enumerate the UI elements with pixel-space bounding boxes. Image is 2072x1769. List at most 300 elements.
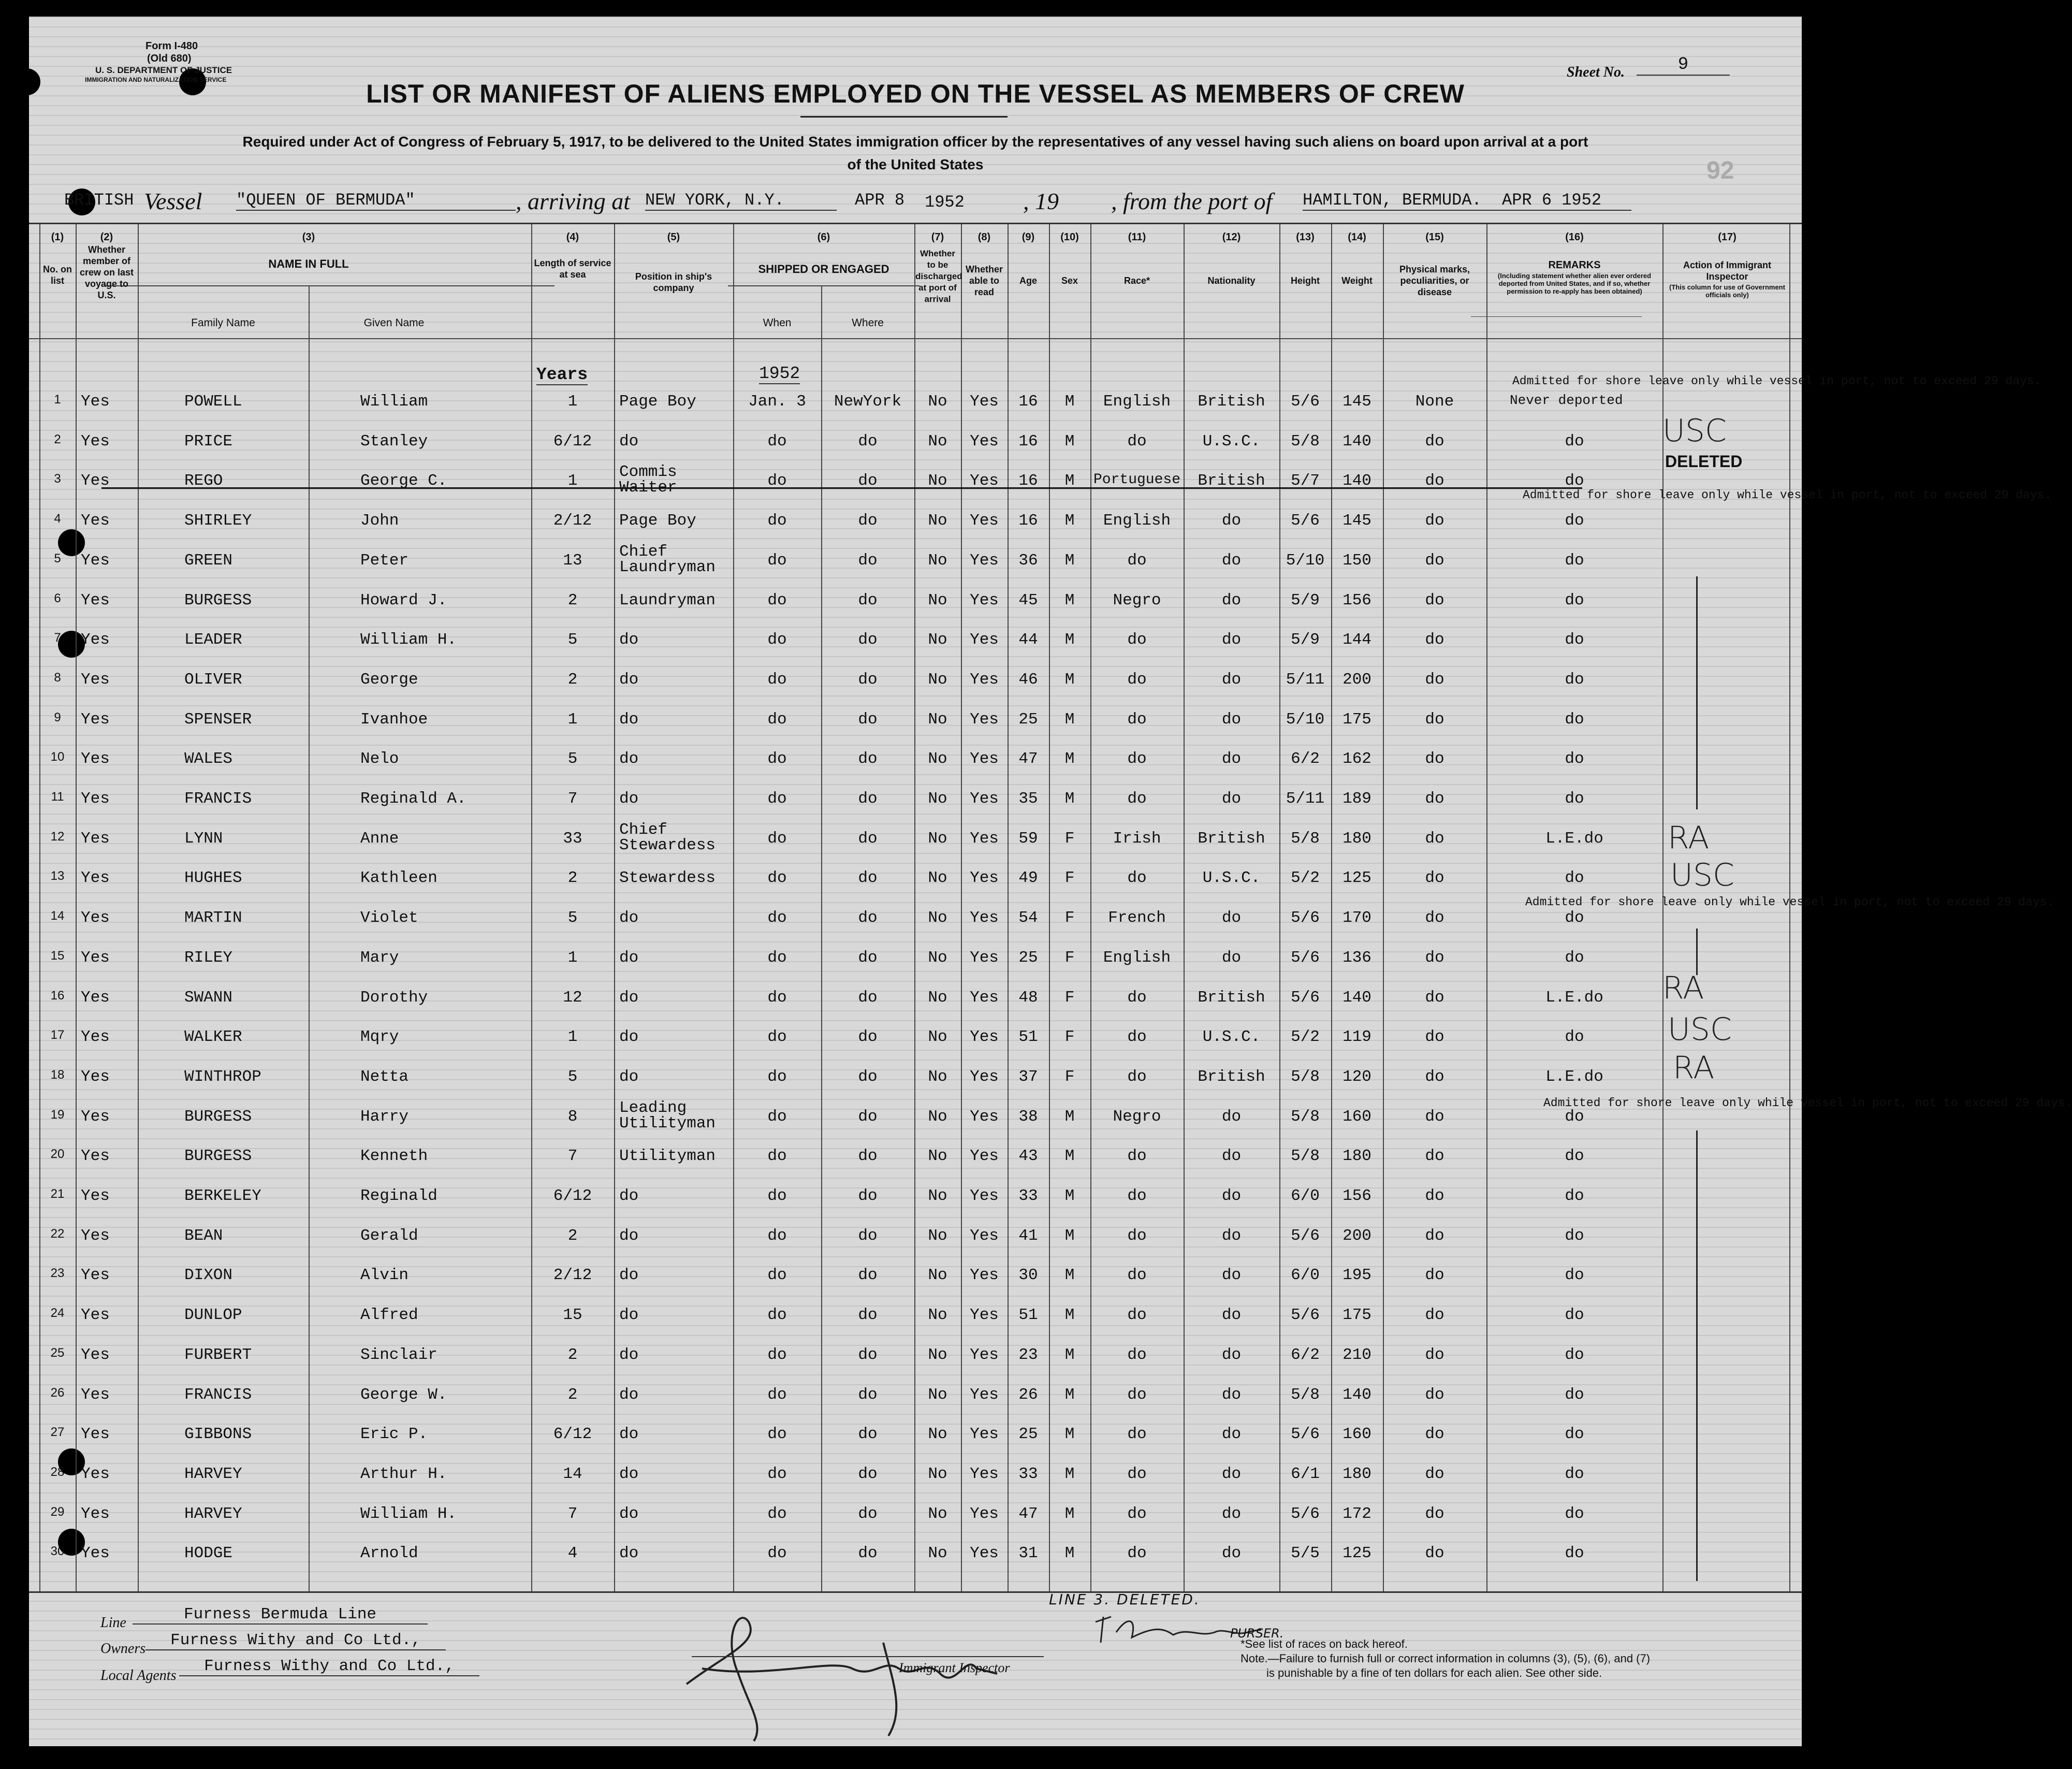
cell-weight: 150 xyxy=(1343,551,1371,570)
department-name: U. S. DEPARTMENT OF JUSTICE xyxy=(95,65,232,75)
cell-last: Yes xyxy=(81,750,110,769)
cell-marks: do xyxy=(1425,591,1444,610)
cell-position: Laundryman xyxy=(619,591,716,610)
cell-weight: 210 xyxy=(1343,1345,1371,1364)
cell-disch: No xyxy=(928,1147,947,1166)
cell-where: do xyxy=(858,1187,878,1205)
cell-race: French xyxy=(1108,909,1166,927)
cell-nat: do xyxy=(1221,1226,1242,1245)
cell-service: 7 xyxy=(567,790,578,808)
cell-disch: No xyxy=(928,790,947,808)
cell-nat: do xyxy=(1221,1187,1242,1205)
cell-sex: F xyxy=(1064,948,1075,967)
cell-disch: No xyxy=(928,750,947,769)
cell-position: do xyxy=(619,790,639,808)
cell-race: do xyxy=(1127,988,1147,1007)
cell-no: 15 xyxy=(50,948,65,963)
cell-weight: 180 xyxy=(1343,1147,1371,1166)
col-num-6: (6) xyxy=(817,231,830,243)
cell-last: Yes xyxy=(81,1266,110,1285)
cell-remarks: do xyxy=(1565,1425,1584,1444)
cell-weight: 180 xyxy=(1343,1465,1371,1483)
cell-when: do xyxy=(767,432,787,451)
cell-disch: No xyxy=(928,1028,947,1047)
cell-remarks: do xyxy=(1565,909,1584,927)
cell-last: Yes xyxy=(81,393,110,411)
cell-position: Page Boy xyxy=(619,393,696,411)
usc-mark-1: USC xyxy=(1662,413,1727,449)
cell-position: do xyxy=(619,1067,639,1086)
cell-nat: do xyxy=(1221,790,1242,808)
cell-last: Yes xyxy=(81,790,110,808)
col-num-10: (10) xyxy=(1060,231,1079,243)
cell-when: do xyxy=(767,1266,787,1285)
cell-when: do xyxy=(767,512,787,530)
cell-when: do xyxy=(767,1187,787,1205)
cell-when: do xyxy=(767,790,787,808)
cell-nat: do xyxy=(1221,1306,1242,1325)
cell-remarks: do xyxy=(1565,1306,1584,1325)
cell-read: Yes xyxy=(970,1544,999,1563)
cell-position: Chief Laundryman xyxy=(619,542,716,576)
cell-given: George xyxy=(360,670,418,689)
cell-marks: do xyxy=(1425,1504,1444,1523)
cell-read: Yes xyxy=(970,393,999,411)
cell-last: Yes xyxy=(81,1067,110,1086)
cell-given: Anne xyxy=(360,829,399,848)
cell-weight: 145 xyxy=(1343,512,1371,530)
cell-last: Yes xyxy=(81,472,110,490)
cell-sex: F xyxy=(1064,829,1075,848)
cell-sex: M xyxy=(1064,1147,1075,1166)
cell-no: 27 xyxy=(50,1425,65,1440)
purser-label: PURSER. xyxy=(1230,1626,1284,1641)
col-head-last-voyage: Whether member of crew on last voyage to U.S. xyxy=(79,244,134,300)
cell-race: English xyxy=(1103,393,1171,411)
cell-service: 2 xyxy=(567,1226,578,1245)
sheet-label: Sheet No. xyxy=(1567,64,1625,80)
cell-marks: do xyxy=(1425,710,1444,729)
cell-race: do xyxy=(1127,750,1147,769)
cell-family: FRANCIS xyxy=(184,790,252,808)
cell-nat: U.S.C. xyxy=(1202,869,1261,888)
cell-when: do xyxy=(767,1544,787,1563)
cell-position: do xyxy=(619,1266,639,1285)
cell-remarks: do xyxy=(1565,1187,1584,1205)
col-num-12: (12) xyxy=(1222,231,1241,243)
col-head-race: Race* xyxy=(1123,276,1150,286)
cell-remarks: do xyxy=(1565,591,1584,610)
cell-disch: No xyxy=(928,1544,947,1563)
cell-read: Yes xyxy=(970,1425,999,1444)
cell-marks: do xyxy=(1425,1345,1444,1364)
cell-no: 14 xyxy=(50,909,65,923)
cell-last: Yes xyxy=(81,1306,110,1325)
cell-marks: do xyxy=(1425,1226,1444,1245)
cell-read: Yes xyxy=(970,1306,999,1325)
cell-family: LEADER xyxy=(184,631,242,649)
cell-nat: British xyxy=(1198,988,1265,1007)
cell-read: Yes xyxy=(970,710,999,729)
cell-disch: No xyxy=(928,869,947,888)
cell-given: Arnold xyxy=(360,1544,418,1563)
cell-sex: M xyxy=(1064,1226,1075,1245)
cell-sex: M xyxy=(1064,1345,1075,1364)
cell-disch: No xyxy=(928,1345,947,1364)
cell-nat: do xyxy=(1221,631,1242,649)
cell-when: do xyxy=(767,988,787,1007)
cell-marks: do xyxy=(1425,1107,1444,1126)
cell-remarks: L.E.do xyxy=(1545,829,1603,848)
cell-no: 9 xyxy=(54,710,61,724)
cell-remarks: do xyxy=(1565,790,1584,808)
cell-family: WALKER xyxy=(184,1028,242,1047)
cell-nat: do xyxy=(1221,1266,1242,1285)
cell-race: do xyxy=(1127,1028,1147,1047)
cell-age: 33 xyxy=(1018,1465,1038,1483)
cell-age: 26 xyxy=(1018,1385,1038,1404)
cell-last: Yes xyxy=(81,551,110,570)
cell-race: do xyxy=(1127,1067,1147,1086)
cell-where: do xyxy=(858,790,878,808)
cell-family: POWELL xyxy=(184,393,242,411)
cell-age: 48 xyxy=(1018,988,1038,1007)
cell-remarks: do xyxy=(1565,472,1584,490)
arrival-date: APR 8 xyxy=(855,191,905,210)
cell-service: 1 xyxy=(567,948,578,967)
cell-height: 5/6 xyxy=(1291,1425,1320,1444)
cell-nat: do xyxy=(1221,512,1242,530)
cell-nat: do xyxy=(1221,1504,1242,1523)
cell-sex: F xyxy=(1064,909,1075,927)
cell-when: do xyxy=(767,869,787,888)
cell-weight: 195 xyxy=(1343,1266,1371,1285)
cell-height: 6/2 xyxy=(1291,750,1320,769)
cell-when: do xyxy=(767,591,787,610)
owners-value: Furness Withy and Co Ltd., xyxy=(145,1631,446,1650)
inspector-signature-line xyxy=(692,1656,1044,1657)
cell-race: do xyxy=(1127,1306,1147,1325)
col-head-no: No. on list xyxy=(43,264,72,286)
cell-marks: do xyxy=(1425,631,1444,649)
cell-where: do xyxy=(858,1544,878,1563)
cell-height: 5/2 xyxy=(1291,1028,1320,1047)
cell-given: John xyxy=(360,512,399,530)
cell-given: Ivanhoe xyxy=(360,710,428,729)
cell-weight: 140 xyxy=(1343,472,1371,490)
col-head-sex: Sex xyxy=(1061,276,1078,286)
cell-nat: do xyxy=(1221,1544,1242,1563)
name-subrule xyxy=(104,285,555,286)
cell-height: 5/6 xyxy=(1291,948,1320,967)
col-head-service: Length of service at sea xyxy=(534,258,611,280)
cell-where: do xyxy=(858,631,878,649)
cell-last: Yes xyxy=(81,1465,110,1483)
agents-label: Local Agents xyxy=(100,1668,177,1684)
vessel-nationality: BRITISH xyxy=(64,191,134,210)
cell-no: 13 xyxy=(50,869,65,883)
column-rule xyxy=(614,224,615,1591)
cell-when: do xyxy=(767,551,787,570)
cell-age: 47 xyxy=(1018,1504,1038,1523)
cell-disch: No xyxy=(928,1465,947,1483)
cell-nat: do xyxy=(1221,670,1242,689)
cell-weight: 200 xyxy=(1343,1226,1371,1245)
cell-position: Page Boy xyxy=(619,512,696,530)
cell-when: do xyxy=(767,1504,787,1523)
races-note: *See list of races on back hereof. xyxy=(1241,1637,1408,1650)
cell-service: 7 xyxy=(567,1147,578,1166)
cell-family: PRICE xyxy=(184,432,233,451)
cell-marks: do xyxy=(1425,1544,1444,1563)
cell-no: 8 xyxy=(54,670,61,685)
cell-marks: do xyxy=(1425,1306,1444,1325)
cell-height: 5/10 xyxy=(1286,710,1325,729)
col-head-read: Whether able to read xyxy=(966,264,1003,297)
cell-weight: 119 xyxy=(1343,1028,1371,1047)
cell-nat: do xyxy=(1221,909,1242,927)
cell-age: 33 xyxy=(1018,1187,1038,1205)
cell-sex: F xyxy=(1064,869,1075,888)
cell-given: George C. xyxy=(360,472,447,490)
col-num-8: (8) xyxy=(977,231,991,243)
cell-height: 5/9 xyxy=(1291,591,1320,610)
cell-age: 38 xyxy=(1018,1107,1038,1126)
cell-family: HUGHES xyxy=(184,869,242,888)
cell-given: Eric P. xyxy=(360,1425,428,1444)
cell-where: do xyxy=(858,1306,878,1325)
cell-race: do xyxy=(1127,869,1147,888)
cell-position: do xyxy=(619,1306,639,1325)
cell-age: 16 xyxy=(1018,472,1038,490)
cell-marks: do xyxy=(1425,670,1444,689)
cell-given: William xyxy=(360,393,428,411)
cell-service: 2 xyxy=(567,1385,578,1404)
ra-mark-1: RA xyxy=(1668,820,1710,856)
cell-position: do xyxy=(619,710,639,729)
cell-sex: M xyxy=(1064,1465,1075,1483)
col-num-5: (5) xyxy=(667,231,680,243)
cell-where: do xyxy=(858,1465,878,1483)
col-head-weight: Weight xyxy=(1341,276,1373,286)
cell-age: 51 xyxy=(1018,1306,1038,1325)
cell-read: Yes xyxy=(970,1504,999,1523)
cell-weight: 156 xyxy=(1343,591,1371,610)
cell-no: 7 xyxy=(54,631,61,645)
cell-read: Yes xyxy=(970,1187,999,1205)
cell-age: 46 xyxy=(1018,670,1038,689)
departure-date: APR 6 1952 xyxy=(1502,191,1631,211)
cell-sex: M xyxy=(1064,790,1075,808)
cell-last: Yes xyxy=(81,909,110,927)
cell-family: BERKELEY xyxy=(184,1187,261,1205)
cell-disch: No xyxy=(928,1385,947,1404)
cell-race: do xyxy=(1127,432,1147,451)
cell-service: 33 xyxy=(563,829,582,848)
bracket-line-2 xyxy=(1696,929,1698,975)
cell-remarks: do xyxy=(1565,1465,1584,1483)
cell-height: 5/10 xyxy=(1286,551,1325,570)
cell-read: Yes xyxy=(970,948,999,967)
cell-given: George W. xyxy=(360,1385,447,1404)
sheet-number: 9 xyxy=(1637,55,1730,76)
cell-nat: do xyxy=(1221,591,1242,610)
cell-disch: No xyxy=(928,948,947,967)
cell-service: 6/12 xyxy=(553,1187,592,1205)
cell-age: 23 xyxy=(1018,1345,1038,1364)
cell-race: do xyxy=(1127,1385,1147,1404)
cell-when: do xyxy=(767,631,787,649)
cell-read: Yes xyxy=(970,512,999,530)
cell-disch: No xyxy=(928,1107,947,1126)
cell-service: 5 xyxy=(567,1067,578,1086)
cell-age: 44 xyxy=(1018,631,1038,649)
service-name: IMMIGRATION AND NATURALIZATION SERVICE xyxy=(85,76,227,83)
cell-position: do xyxy=(619,909,639,927)
penalty-note-1: Note.—Failure to furnish full or correct information in columns (3), (5), (6), and (7) xyxy=(1241,1652,1651,1665)
years-label: Years xyxy=(536,365,588,384)
cell-position: do xyxy=(619,948,639,967)
cell-no: 28 xyxy=(50,1465,65,1479)
cell-read: Yes xyxy=(970,1147,999,1166)
cell-height: 5/6 xyxy=(1291,1226,1320,1245)
cell-when: do xyxy=(767,909,787,927)
column-rule xyxy=(309,286,310,1591)
cell-height: 6/1 xyxy=(1291,1465,1320,1483)
cell-given: Alvin xyxy=(360,1266,409,1285)
cell-marks: do xyxy=(1425,1067,1444,1086)
cell-weight: 140 xyxy=(1343,1385,1371,1404)
cell-where: do xyxy=(858,1147,878,1166)
crew-table xyxy=(29,223,2072,1593)
cell-given: William H. xyxy=(360,631,457,649)
inspector-label: Immigrant Inspector xyxy=(899,1660,1010,1675)
cell-nat: U.S.C. xyxy=(1202,432,1261,451)
cell-family: BURGESS xyxy=(184,591,252,610)
cell-family: RILEY xyxy=(184,948,233,967)
cell-disch: No xyxy=(928,512,947,530)
cell-disch: No xyxy=(928,591,947,610)
cell-weight: 172 xyxy=(1343,1504,1371,1523)
cell-marks: do xyxy=(1425,1465,1444,1483)
cell-sex: F xyxy=(1064,988,1075,1007)
cell-position: do xyxy=(619,631,639,649)
cell-given: Arthur H. xyxy=(360,1465,447,1483)
cell-age: 37 xyxy=(1018,1067,1038,1086)
page-title: LIST OR MANIFEST OF ALIENS EMPLOYED ON THE VESSEL AS MEMBERS OF CREW xyxy=(366,79,1465,108)
cell-nat: British xyxy=(1198,472,1265,490)
deleted-stamp: DELETED xyxy=(1665,452,1743,471)
cell-read: Yes xyxy=(970,1465,999,1483)
cell-sex: M xyxy=(1064,472,1075,490)
cell-sex: M xyxy=(1064,1385,1075,1404)
cell-height: 5/11 xyxy=(1286,670,1325,689)
cell-age: 54 xyxy=(1018,909,1038,927)
cell-where: do xyxy=(858,1107,878,1126)
cell-family: HARVEY xyxy=(184,1504,242,1523)
cell-service: 7 xyxy=(567,1504,578,1523)
cell-marks: do xyxy=(1425,909,1444,927)
col-head-family: Family Name xyxy=(191,317,255,329)
cell-given: Kenneth xyxy=(360,1147,428,1166)
departure-port: HAMILTON, BERMUDA. xyxy=(1303,191,1593,211)
cell-age: 41 xyxy=(1018,1226,1038,1245)
cell-last: Yes xyxy=(81,1028,110,1047)
cell-when: do xyxy=(767,670,787,689)
cell-where: do xyxy=(858,432,878,451)
cell-last: Yes xyxy=(81,1345,110,1364)
cell-nat: do xyxy=(1221,1147,1242,1166)
cell-family: GIBBONS xyxy=(184,1425,252,1444)
cell-race: do xyxy=(1127,631,1147,649)
col-num-7: (7) xyxy=(931,231,944,243)
cell-remarks: do xyxy=(1565,1504,1584,1523)
cell-given: Gerald xyxy=(360,1226,418,1245)
cell-no: 20 xyxy=(50,1147,65,1162)
cell-race: do xyxy=(1127,670,1147,689)
col-head-shipped: SHIPPED OR ENGAGED xyxy=(758,263,889,276)
cell-read: Yes xyxy=(970,988,999,1007)
column-rule xyxy=(138,224,139,1591)
cell-service: 14 xyxy=(563,1465,582,1483)
cell-height: 5/8 xyxy=(1291,1067,1320,1086)
vessel-label: Vessel xyxy=(144,188,202,214)
col-head-name: NAME IN FULL xyxy=(268,257,349,270)
col-head-remarks: REMARKS xyxy=(1548,259,1601,271)
line-deleted-note: LINE 3. DELETED. xyxy=(1049,1591,1201,1608)
cell-read: Yes xyxy=(970,1266,999,1285)
cell-weight: 175 xyxy=(1343,1306,1371,1325)
cell-race: do xyxy=(1127,1504,1147,1523)
col-head-marks: Physical marks, peculiarities, or disease xyxy=(1399,264,1470,297)
shore-leave-note-3: Admitted for shore leave only while vessel in port, not to exceed 29 days. xyxy=(1525,895,2054,909)
subtitle-line1: Required under Act of Congress of February 5, 1917, to be delivered to the United States immigration officer by the representatives of any vessel having such aliens on board upon arrival at a port xyxy=(242,134,1588,150)
cell-remarks: do xyxy=(1565,1266,1584,1285)
col-num-14: (14) xyxy=(1348,231,1366,243)
cell-height: 5/8 xyxy=(1291,1107,1320,1126)
cell-when: do xyxy=(767,1385,787,1404)
cell-family: WALES xyxy=(184,750,233,769)
cell-last: Yes xyxy=(81,631,110,649)
col-head-action: Action of Immigrant Inspector xyxy=(1683,260,1771,282)
cell-nat: U.S.C. xyxy=(1202,1028,1261,1047)
cell-service: 12 xyxy=(563,988,582,1007)
cell-nat: do xyxy=(1221,750,1242,769)
cell-weight: 125 xyxy=(1343,869,1371,888)
cell-no: 19 xyxy=(50,1107,65,1122)
cell-remarks: do xyxy=(1565,1107,1584,1126)
cell-race: do xyxy=(1127,1465,1147,1483)
cell-height: 5/6 xyxy=(1291,988,1320,1007)
cell-disch: No xyxy=(928,432,947,451)
cell-weight: 170 xyxy=(1343,909,1371,927)
cell-given: Reginald xyxy=(360,1187,437,1205)
cell-given: Kathleen xyxy=(360,869,437,888)
cell-family: MARTIN xyxy=(184,909,242,927)
cell-service: 2 xyxy=(567,1345,578,1364)
cell-no: 18 xyxy=(50,1067,65,1082)
cell-weight: 175 xyxy=(1343,710,1371,729)
col-num-17: (17) xyxy=(1718,231,1737,243)
cell-given: Stanley xyxy=(360,432,428,451)
year-1952-label: 1952 xyxy=(759,364,800,383)
cell-family: OLIVER xyxy=(184,670,242,689)
ra-mark-2: RA xyxy=(1662,970,1704,1006)
cell-read: Yes xyxy=(970,1028,999,1047)
cell-no: 3 xyxy=(54,472,61,486)
cell-when: do xyxy=(767,1465,787,1483)
remarks-subrule xyxy=(1471,316,1642,317)
